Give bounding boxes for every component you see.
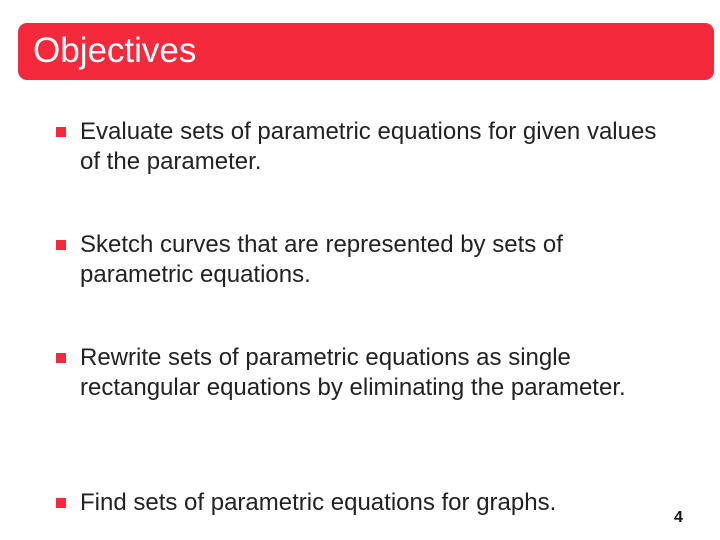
bullet-text: Sketch curves that are represented by sets of parametric equations.	[80, 231, 563, 288]
bullet-text: Evaluate sets of parametric equations for given values of the parameter.	[80, 118, 657, 175]
square-bullet-icon	[56, 498, 66, 508]
square-bullet-icon	[56, 240, 66, 250]
bullet-text: Rewrite sets of parametric equations as single rectangular equations by eliminating the parameter.	[80, 344, 626, 401]
bullet-text: Find sets of parametric equations for graphs.	[80, 489, 557, 516]
slide-title: Objectives	[33, 31, 197, 70]
page-number: 4	[674, 509, 683, 526]
square-bullet-icon	[56, 127, 66, 137]
square-bullet-icon	[56, 353, 66, 363]
